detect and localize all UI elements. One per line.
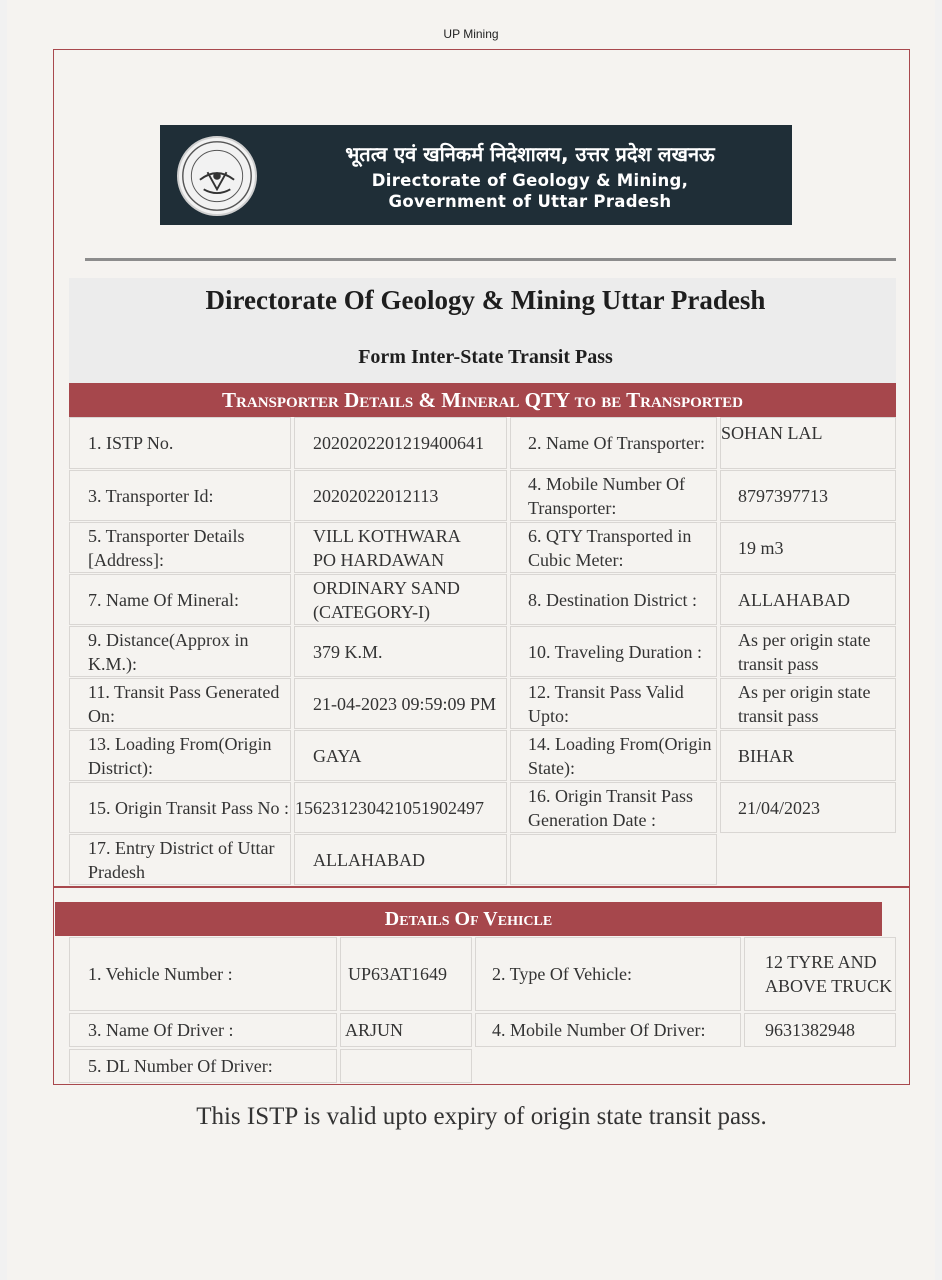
entry-district-label: 17. Entry District of Uttar Pradesh [69, 834, 291, 885]
banner-english-line-1: Directorate of Geology & Mining, [371, 171, 689, 190]
up-government-seal-icon [177, 136, 257, 216]
banner-hindi-title: भूतत्व एवं खनिकर्म निदेशालय, उत्तर प्रदेश लखनऊ [345, 142, 715, 166]
driver-name-value: ARJUN [340, 1013, 472, 1047]
destination-district-label: 8. Destination District : [510, 574, 717, 625]
section-divider [53, 886, 910, 888]
validity-note: This ISTP is valid upto expiry of origin state transit pass. [196, 1103, 767, 1130]
origin-pass-no-value: 15623123042105190249​7 [294, 782, 507, 833]
origin-pass-date-label: 16. Origin Transit Pass Generation Date : [510, 782, 717, 833]
loading-district-value: GAYA [294, 730, 507, 781]
dl-number-label: 5. DL Number Of Driver: [69, 1049, 337, 1083]
transporter-name-label: 2. Name Of Transporter: [510, 417, 717, 469]
transporter-section-heading: Transporter Details & Mineral QTY to be Transported [69, 383, 896, 417]
destination-district-value: ALLAHABAD [720, 574, 896, 625]
transporter-mobile-label: 4. Mobile Number Of Transporter: [510, 470, 717, 521]
transporter-address-label: 5. Transporter Details [Address]: [69, 522, 291, 573]
valid-upto-label: 12. Transit Pass Valid Upto: [510, 678, 717, 729]
transporter-id-value: 20202022012113 [294, 470, 507, 521]
vehicle-type-value: 12 TYRE AND ABOVE TRUCK [744, 937, 896, 1011]
page-title: Directorate Of Geology & Mining Uttar Pradesh [205, 285, 766, 315]
department-banner [160, 125, 792, 225]
traveling-duration-label: 10. Traveling Duration : [510, 626, 717, 677]
driver-mobile-label: 4. Mobile Number Of Driver: [475, 1013, 741, 1047]
dl-number-value [340, 1049, 472, 1083]
valid-upto-value: As per origin state transit pass [720, 678, 896, 729]
transporter-address-value: VILL KOTHWARA PO HARDAWAN [294, 522, 507, 573]
entry-district-value: ALLAHABAD [294, 834, 507, 885]
vehicle-type-label: 2. Type Of Vehicle: [475, 937, 741, 1011]
form-title: Form Inter-State Transit Pass [358, 346, 613, 368]
origin-pass-date-value: 21/04/2023 [720, 782, 896, 833]
transporter-name-value: SOHAN LAL [720, 417, 896, 469]
transporter-id-label: 3. Transporter Id: [69, 470, 291, 521]
mineral-name-label: 7. Name Of Mineral: [69, 574, 291, 625]
loading-state-label: 14. Loading From(Origin State): [510, 730, 717, 781]
mineral-name-value: ORDINARY SAND (CATEGORY-I) [294, 574, 507, 625]
generated-on-value: 21-04-2023 09:59:09 PM [294, 678, 507, 729]
empty-cell [510, 834, 717, 885]
vehicle-section-heading: Details Of Vehicle [55, 902, 882, 936]
loading-state-value: BIHAR [720, 730, 896, 781]
istp-no-label: 1. ISTP No. [69, 417, 291, 469]
origin-pass-no-label: 15. Origin Transit Pass No : [69, 782, 291, 833]
vehicle-number-label: 1. Vehicle Number : [69, 937, 337, 1011]
page-header-label: UP Mining [443, 27, 499, 41]
istp-no-value: 202020220121940064​1 [294, 417, 507, 469]
generated-on-label: 11. Transit Pass Generated On: [69, 678, 291, 729]
banner-english-line-2: Government of Uttar Pradesh [388, 192, 672, 211]
distance-label: 9. Distance(Approx in K.M.): [69, 626, 291, 677]
transporter-mobile-value: 8797397713 [720, 470, 896, 521]
qty-transported-label: 6. QTY Transported in Cubic Meter: [510, 522, 717, 573]
driver-name-label: 3. Name Of Driver : [69, 1013, 337, 1047]
distance-value: 379 K.M. [294, 626, 507, 677]
traveling-duration-value: As per origin state transit pass [720, 626, 896, 677]
vehicle-number-value: UP63AT1649 [340, 937, 472, 1011]
qty-transported-value: 19 m3 [720, 522, 896, 573]
driver-mobile-value: 9631382948 [744, 1013, 896, 1047]
horizontal-rule [85, 258, 896, 261]
loading-district-label: 13. Loading From(Origin District): [69, 730, 291, 781]
